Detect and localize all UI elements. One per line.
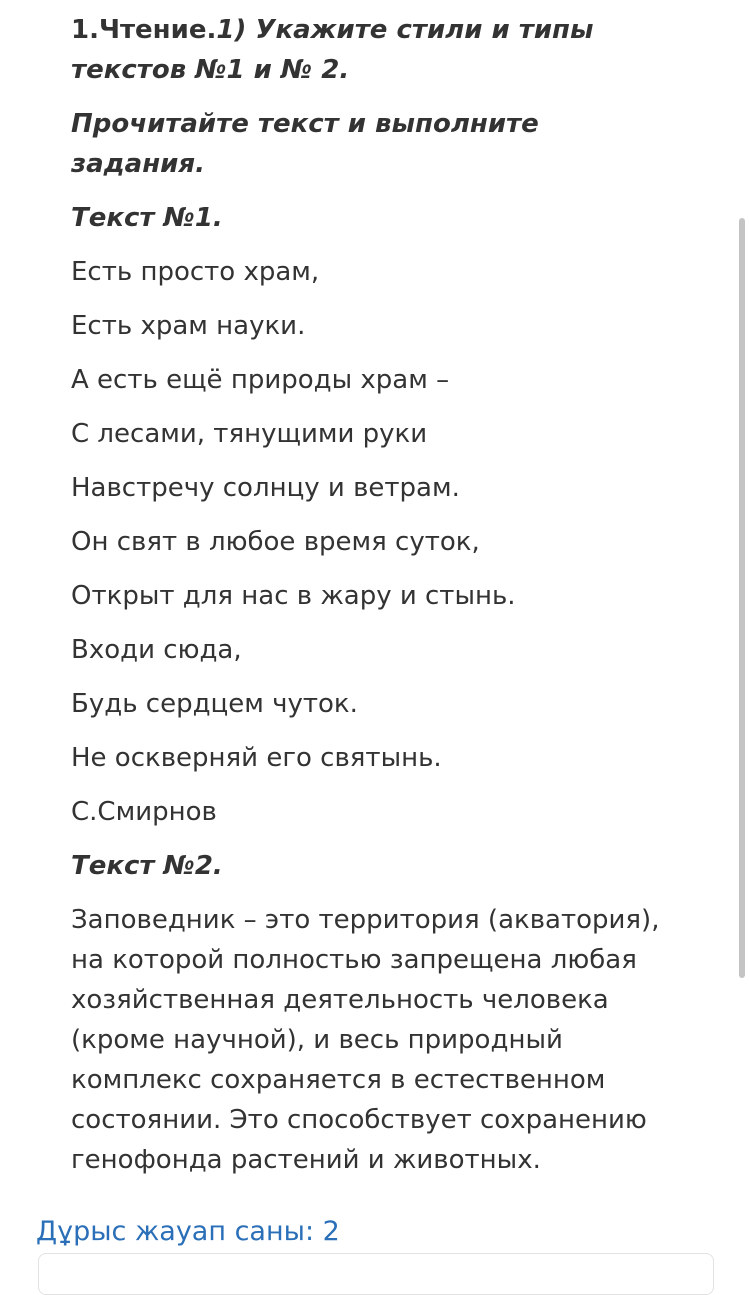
task-heading (71, 10, 681, 90)
text2-title: Текст №2. (71, 851, 223, 881)
task-question: 1) Укажите стили и типы текстов №1 и № 2. (71, 15, 594, 85)
text1-title: Текст №1. (71, 203, 223, 233)
poem-line: Есть храм науки. (71, 311, 306, 341)
poem-line: Открыт для нас в жару и стынь. (71, 581, 516, 611)
poem-line: Он свят в любое время суток, (71, 527, 480, 557)
poem-line: Навстречу солнцу и ветрам. (71, 473, 460, 503)
poem-line: С лесами, тянущими руки (71, 419, 428, 449)
poem-line: А есть ещё природы храм – (71, 365, 450, 395)
scrollbar[interactable] (739, 218, 745, 978)
answer-card[interactable] (38, 1253, 714, 1295)
task-number-label: 1.Чтение. (71, 15, 217, 45)
task-instruction: Прочитайте текст и выполните задания. (71, 109, 539, 179)
correct-answers-count: Дұрыс жауап саны: 2 (36, 1216, 340, 1247)
poem-line: Входи сюда, (71, 635, 242, 665)
poem-line: Будь сердцем чуток. (71, 689, 358, 719)
question-content (71, 10, 681, 1194)
text2-body: Заповедник – это территория (акватория), на которой полностью запрещена любая хозяйственная деятельность человека (кроме научной), и весь природный комплекс сохраняется в естественном состоянии. Это способствует сохранению генофонда растений и животных. (71, 905, 660, 1175)
poem-line: Не оскверняй его святынь. (71, 743, 442, 773)
poem-line: Есть просто храм, (71, 257, 320, 287)
poem-author: С.Смирнов (71, 797, 217, 827)
